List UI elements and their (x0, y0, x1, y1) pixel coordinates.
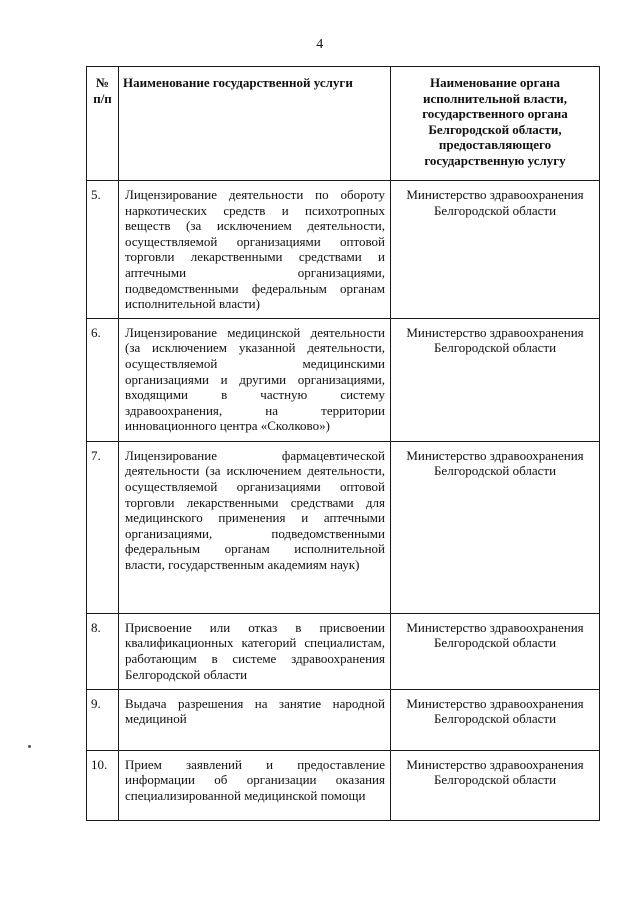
authority-name: Министерство здравоохранения Белгородской области (391, 318, 600, 441)
header-number: № п/п (87, 67, 119, 181)
row-number: 5. (87, 181, 119, 319)
authority-name: Министерство здравоохранения Белгородской области (391, 613, 600, 689)
table-header (87, 67, 600, 181)
row-number: 10. (87, 750, 119, 820)
header-authority-name: Наименование органа исполнительной власти, государственного органа Белгородской области, предоставляющего государственную услугу (391, 67, 600, 181)
header-service-name: Наименование государственной услуги (119, 67, 391, 181)
service-name: Выдача разрешения на занятие народной медициной (119, 689, 391, 750)
table-row (87, 318, 600, 441)
service-name: Лицензирование деятельности по обороту наркотических средств и психотропных веществ (за исключением деятельности, осуществляемой организациями оптовой торговли лекарственными средствами и аптечными организациями, подведомственными федеральным органам исполнительной власти) (119, 181, 391, 319)
row-number: 9. (87, 689, 119, 750)
row-number: 6. (87, 318, 119, 441)
service-name: Прием заявлений и предоставление информации об организации оказания специализированной медицинской помощи (119, 750, 391, 820)
authority-name: Министерство здравоохранения Белгородской области (391, 689, 600, 750)
table-row (87, 689, 600, 750)
authority-name: Министерство здравоохранения Белгородской области (391, 181, 600, 319)
page-number: 4 (316, 37, 324, 52)
scan-speck (28, 745, 31, 748)
table-row (87, 750, 600, 820)
row-number: 7. (87, 441, 119, 613)
header-row (87, 67, 600, 181)
authority-name: Министерство здравоохранения Белгородской области (391, 750, 600, 820)
row-number: 8. (87, 613, 119, 689)
authority-name: Министерство здравоохранения Белгородской области (391, 441, 600, 613)
table-row (87, 181, 600, 319)
service-name: Присвоение или отказ в присвоении квалификационных категорий специалистам, работающим в системе здравоохранения Белгородской области (119, 613, 391, 689)
table-row (87, 613, 600, 689)
service-name: Лицензирование медицинской деятельности (за исключением указанной деятельности, осуществляемой медицинскими организациями и другими организациями, входящими в частную систему здравоохранения, на территории инновационного центра «Сколково») (119, 318, 391, 441)
services-table (86, 66, 600, 821)
table-row (87, 441, 600, 613)
table-body (87, 181, 600, 821)
service-name: Лицензирование фармацевтической деятельности (за исключением деятельности, осуществляемой организациями оптовой торговли лекарственными средствами для медицинского применения и аптечными организациями, подведомственными федеральным органам исполнительной власти, государственным академиям наук) (119, 441, 391, 613)
